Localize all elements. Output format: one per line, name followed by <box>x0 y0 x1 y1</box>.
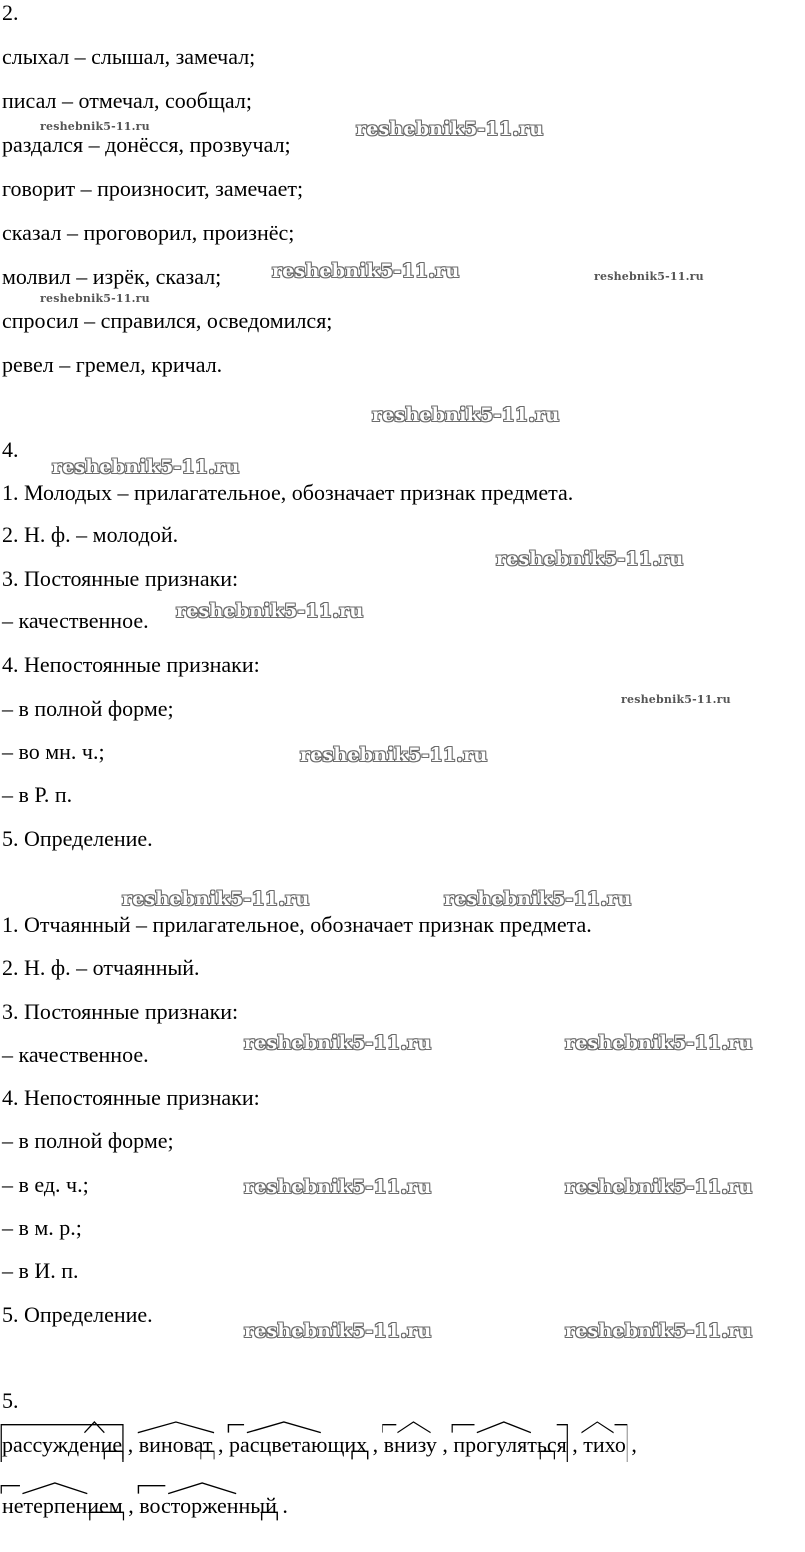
watermark: reshebnik5-11.ru <box>372 404 560 426</box>
watermark: reshebnik5-11.ru <box>272 260 460 282</box>
synonym-line: молвил – изрёк, сказал; <box>2 264 222 289</box>
analysis-line: 3. Постоянные признаки: <box>2 999 239 1024</box>
watermark: reshebnik5-11.ru <box>40 120 150 133</box>
watermark: reshebnik5-11.ru <box>621 693 731 706</box>
comma: , <box>127 1432 134 1457</box>
analysis-line: 2. Н. ф. – отчаянный. <box>2 955 200 980</box>
synonym-line: слыхал – слышал, замечал; <box>2 44 256 69</box>
watermark: reshebnik5-11.ru <box>594 270 704 283</box>
morpheme-words-line-1 <box>2 1432 637 1458</box>
analysis-line: – качественное. <box>2 1042 149 1067</box>
analysis-line: 4. Непостоянные признаки: <box>2 1085 260 1110</box>
watermark: reshebnik5-11.ru <box>300 744 488 766</box>
synonym-line: раздался – донёсся, прозвучал; <box>2 132 291 157</box>
analysis-line: – в ед. ч.; <box>2 1172 89 1197</box>
analysis-line: – в Р. п. <box>2 782 73 807</box>
watermark: reshebnik5-11.ru <box>496 548 684 570</box>
watermark: reshebnik5-11.ru <box>565 1032 753 1054</box>
synonym-line: ревел – гремел, кричал. <box>2 352 223 377</box>
analysis-line: 5. Определение. <box>2 826 153 851</box>
morpheme-word: расцветающих <box>229 1432 367 1458</box>
comma: , <box>442 1432 448 1457</box>
analysis-line: 1. Отчаянный – прилагательное, обозначает признак предмета. <box>2 912 592 937</box>
comma: , <box>372 1432 379 1457</box>
synonym-line: спросил – справился, осведомился; <box>2 308 333 333</box>
synonym-line: писал – отмечал, сообщал; <box>2 88 252 113</box>
comma: , <box>128 1493 134 1518</box>
watermark: reshebnik5-11.ru <box>122 888 310 910</box>
section-2-number: 2. <box>2 0 19 25</box>
section-4-number: 4. <box>2 437 19 462</box>
morpheme-word: нетерпением <box>2 1493 123 1519</box>
watermark: reshebnik5-11.ru <box>176 600 364 622</box>
analysis-line: – в полной форме; <box>2 696 174 721</box>
watermark: reshebnik5-11.ru <box>244 1176 432 1198</box>
comma: , <box>572 1432 578 1457</box>
comma: , <box>631 1432 637 1457</box>
analysis-line: – в м. р.; <box>2 1215 82 1240</box>
analysis-line: – в полной форме; <box>2 1128 174 1153</box>
morpheme-word: рассуждение <box>2 1432 122 1458</box>
analysis-line: – в И. п. <box>2 1258 79 1283</box>
section-5-number: 5. <box>2 1388 19 1413</box>
watermark: reshebnik5-11.ru <box>40 292 150 305</box>
analysis-line: 2. Н. ф. – молодой. <box>2 522 179 547</box>
watermark: reshebnik5-11.ru <box>244 1032 432 1054</box>
comma: , <box>218 1432 224 1457</box>
watermark: reshebnik5-11.ru <box>52 456 240 478</box>
analysis-line: 1. Молодых – прилагательное, обозначает признак предмета. <box>2 480 574 505</box>
morpheme-words-line-2 <box>2 1493 288 1519</box>
synonym-line: говорит – произносит, замечает; <box>2 176 304 201</box>
period: . <box>282 1493 288 1518</box>
watermark: reshebnik5-11.ru <box>356 118 544 140</box>
synonym-line: сказал – проговорил, произнёс; <box>2 220 295 245</box>
morpheme-word: виноват <box>139 1432 213 1458</box>
morpheme-word: внизу <box>384 1432 437 1458</box>
morpheme-word: тихо <box>583 1432 626 1458</box>
morpheme-word: восторженный <box>139 1493 277 1519</box>
analysis-line: – качественное. <box>2 608 149 633</box>
watermark: reshebnik5-11.ru <box>244 1320 432 1342</box>
watermark: reshebnik5-11.ru <box>565 1176 753 1198</box>
analysis-line: 5. Определение. <box>2 1302 153 1327</box>
analysis-line: – во мн. ч.; <box>2 739 105 764</box>
watermark: reshebnik5-11.ru <box>444 888 632 910</box>
morpheme-word: прогуляться <box>453 1432 566 1458</box>
analysis-line: 3. Постоянные признаки: <box>2 566 239 591</box>
watermark: reshebnik5-11.ru <box>565 1320 753 1342</box>
analysis-line: 4. Непостоянные признаки: <box>2 652 260 677</box>
